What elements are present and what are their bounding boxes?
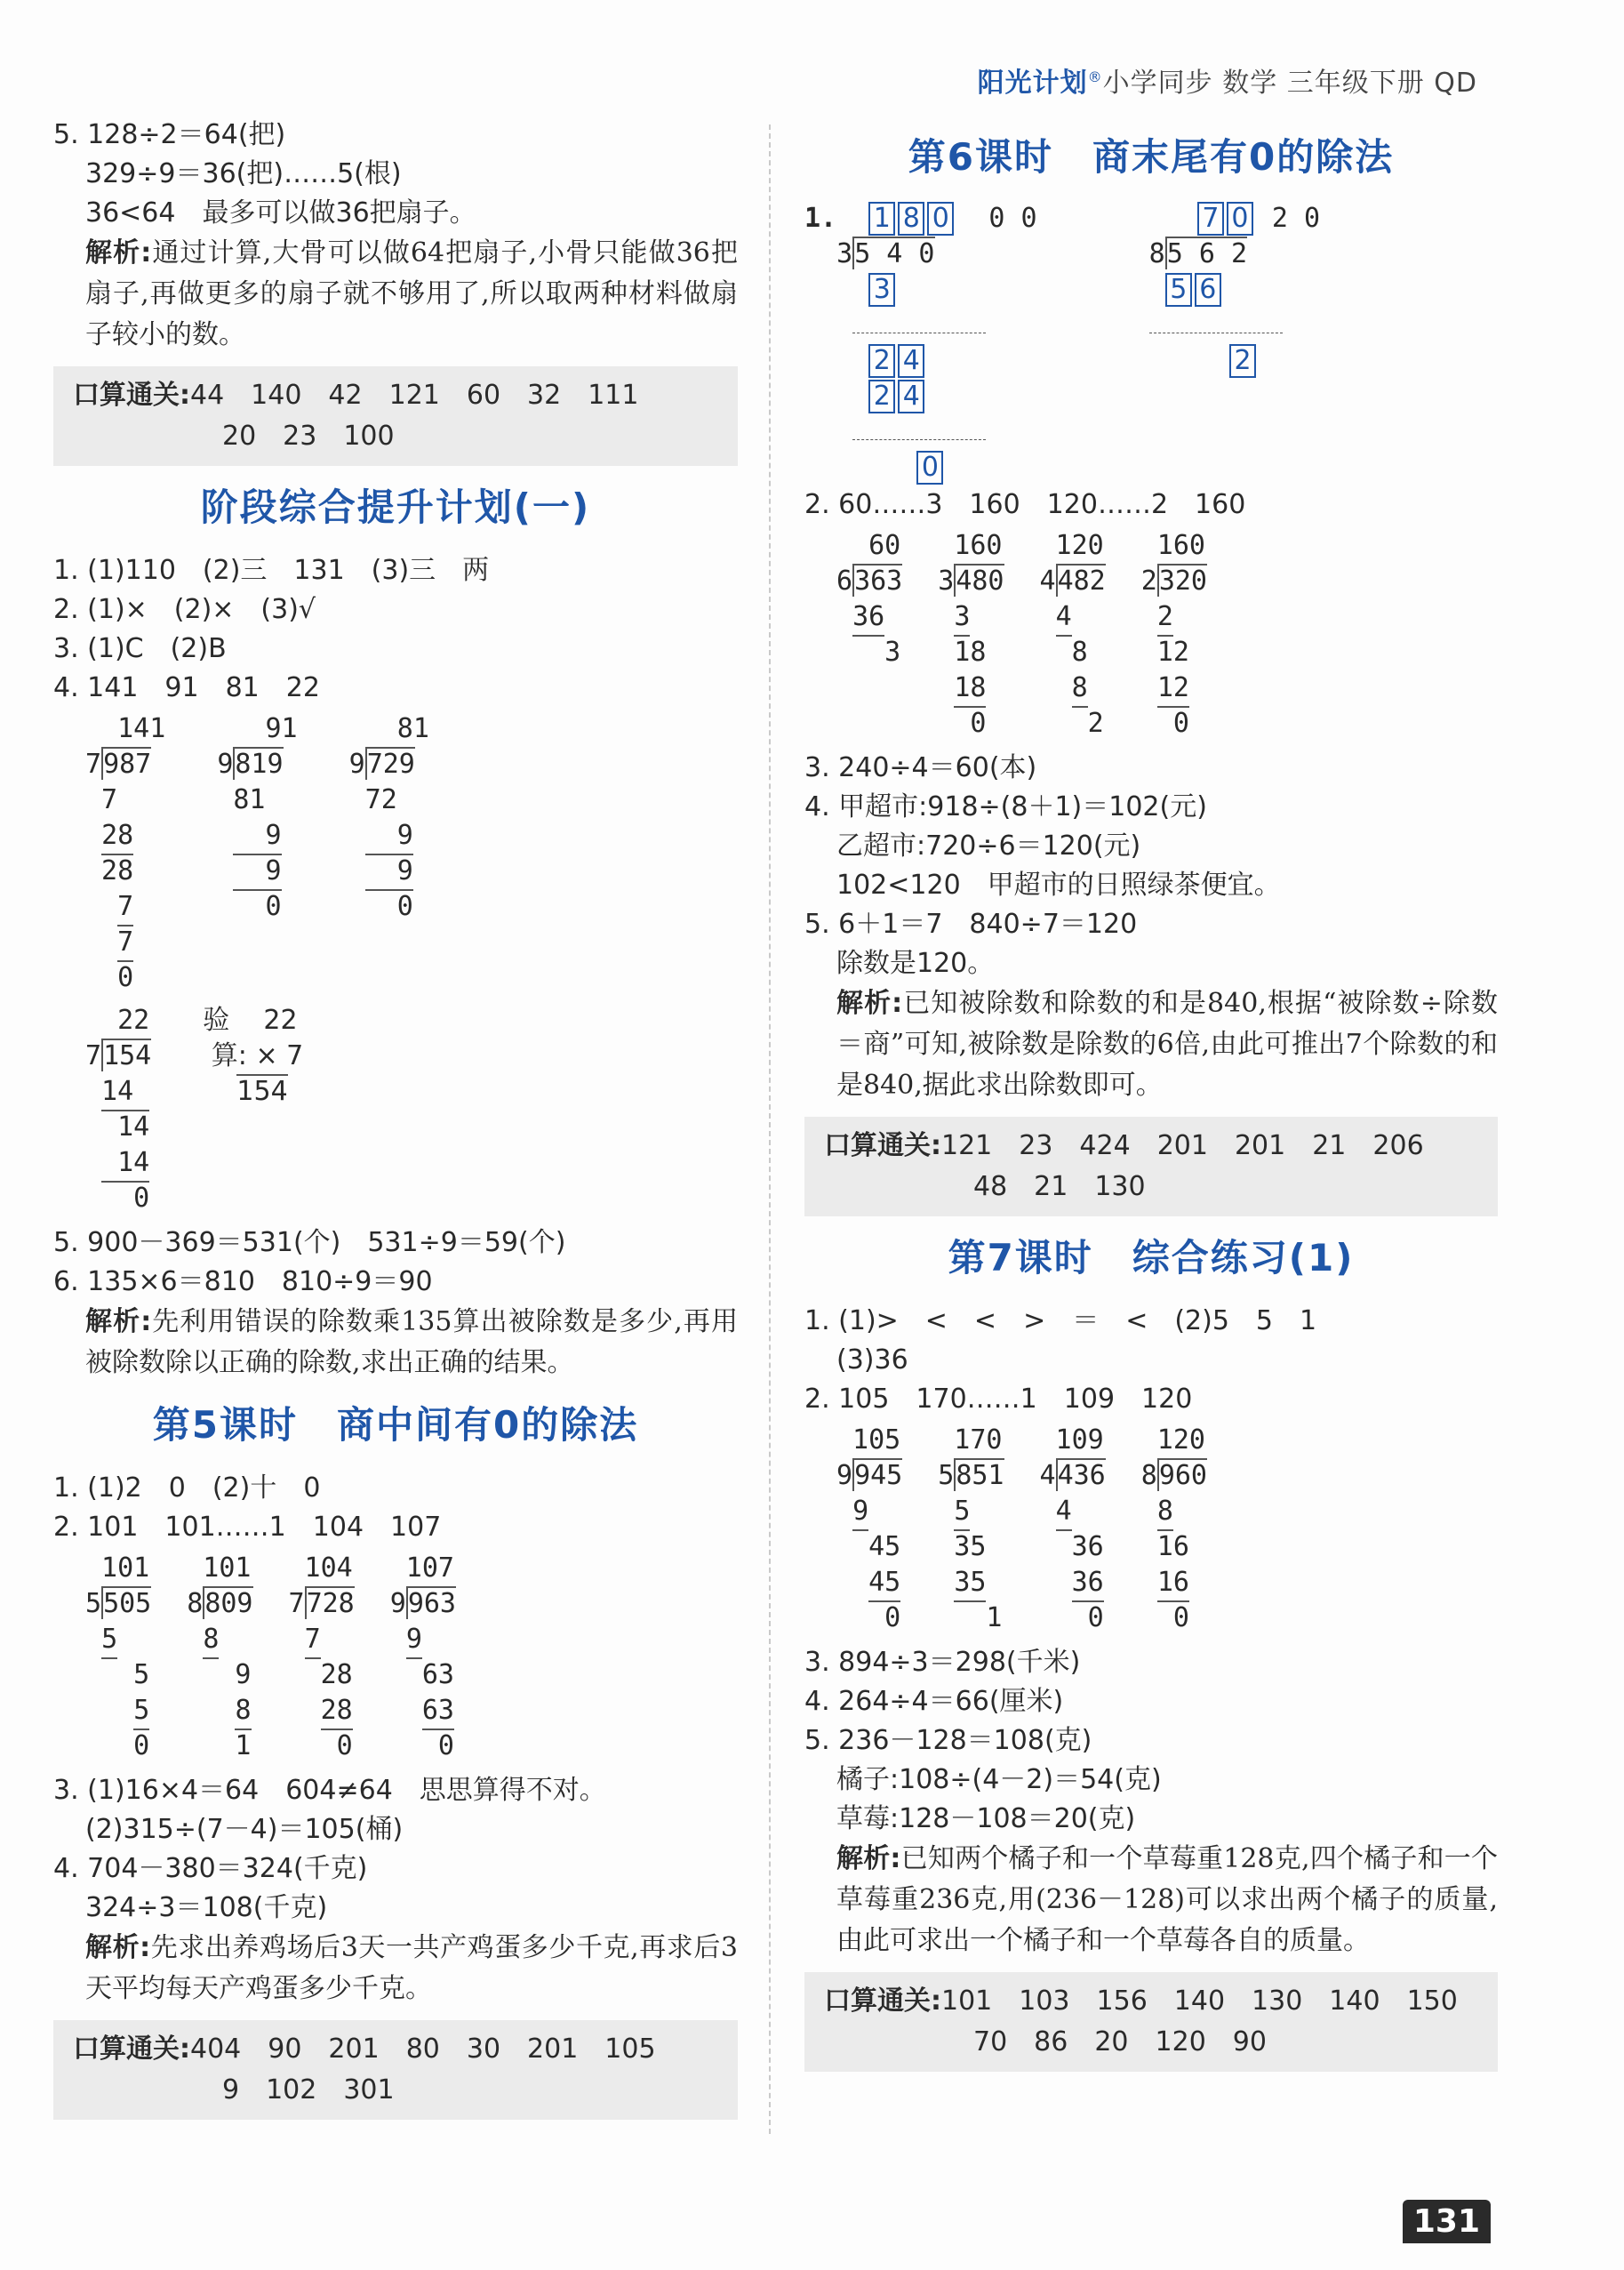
analysis: 解析:先求出养鸡场后3天一共产鸡蛋多少千克,再求后3天平均每天产鸡蛋多少千克。 (85, 1932, 738, 2004)
section-title: 第6课时 商末尾有0的除法 (908, 135, 1395, 179)
long-divisions: 101 5505 5 5 5 0 101 8809 8 9 8 1 104 7728 7 28 28 0 107 9963 9 63 63 0 (85, 1552, 456, 1761)
page-header: 阳光计划®小学同步 数学 三年级下册 QD (977, 68, 1477, 99)
section-title: 第7课时 综合练习(1) (948, 1236, 1355, 1279)
analysis: 解析:通过计算,大骨可以做64把扇子,小骨只能做36把扇子,再做更多的扇子就不够用了,所以取两种材料做扇子较小的数。 (85, 237, 739, 350)
mental-math-box: 口算通关:44 140 42 121 60 32 111 20 23 100 (53, 366, 738, 466)
brand: 阳光计划 (977, 68, 1088, 99)
column-divider (769, 124, 771, 2134)
analysis: 解析:先利用错误的除数乘135算出被除数是多少,再用被除数除以正确的除数,求出正确的结果。 (85, 1306, 739, 1378)
long-divisions (53, 711, 738, 996)
section-title: 第5课时 商中间有0的除法 (152, 1403, 639, 1447)
long-division: 22 7154 14 14 14 0 (85, 1005, 152, 1214)
mental-math-box: 口算通关:404 90 201 80 30 201 105 9 102 301 (53, 2020, 738, 2120)
section-title: 阶段综合提升计划(一) (200, 485, 591, 529)
mental-math-box: 口算通关:101 103 156 140 130 140 150 70 86 20 120 90 (804, 1972, 1498, 2072)
analysis: 解析:已知两个橘子和一个草莓重128克,四个橘子和一个草莓重236克,用(236－128)可以求出两个橘子的质量,由此可求出一个橘子和一个草莓各自的质量。 (836, 1843, 1499, 1956)
long-divisions (53, 1003, 738, 1216)
long-division: 141 7987 7 28 28 7 7 0 (85, 713, 166, 993)
box-divisions: 1. 1 8 0 0 0 35 4 0 3 2 4 2 4 0 7 0 2 0 85 6 2 5 6 2 (804, 203, 1321, 483)
analysis: 解析:已知被除数和除数的和是840,根据“被除数÷除数＝商”可知,被除数是除数的6倍,由此可推出7个除数的和是840,据此求出除数即可。 (836, 988, 1498, 1101)
book-info: 小学同步 数学 三年级下册 QD (1102, 68, 1477, 99)
right-column: 第6课时 商末尾有0的除法 1. 1 8 0 0 0 35 4 0 3 2 4 2 4 0 7 0 2 0 85 6 2 5 6 2 2. 60……3 160 120……2 160 60 6363 36 3 160 3480 3 18 18 0 120 4482 4 8 8 2 160 2320 2 12 12 0 3. 240÷4＝60(本) 4. 甲超市:918÷(8＋1)＝102(元) 乙超市:720÷6＝120(元) 102<120 甲超市的日照绿茶便宜。 5. 6＋1＝7 840÷7＝120 除数是120。 解析:已知被除数和除数的和是840,根据“被除数÷除数＝商”可知,被除数是除数的6倍,由此可推出7个除数的和是840,据此求出除数即可。 口算通关:121 23 424 201 201 21 206 48 21 130 第7课时 综合练习(1) 1. (1)> < < > ＝ < (2)5 5 1 (3)36 2. 105 170……1 109 120 105 9945 9 45 45 0 170 5851 5 35 35 1 109 4436 4 36 36 0 120 8960 8 16 16 0 3. 894÷3＝298(千米) 4. 264÷4＝66(厘米) 5. 236－128＝108(克) 橘子:108÷(4－2)＝54(克) 草莓:128－108＝20(克) 解析:已知两个橘子和一个草莓重128克,四个橘子和一个草莓重236克,用(236－128)可以求出两个橘子的质量,由此可求出一个橘子和一个草莓各自的质量。 口算通关:101 103 156 140 130 140 150 70 86 20 120 90 (804, 116, 1498, 2081)
left-column: 5. 128÷2＝64(把) 329÷9＝36(把)……5(根) 36<64 最多可以做36把扇子。 解析:通过计算,大骨可以做64把扇子,小骨只能做36把扇子,再做更多的扇子就不够用了,所以取两种材料做扇子较小的数。 口算通关:44 140 42 121 60 32 111 20 23 100 阶段综合提升计划(一) 1. (1)110 (2)三 131 (3)三 两 2. (1)× (2)× (3)√ 3. (1)C (2)B 4. 141 91 81 22 141 7987 7 28 28 7 7 0 91 9819 81 9 9 0 81 9729 72 9 9 0 22 7154 14 14 14 0 验 22 算: × 7 154 5. 900－369＝531(个) 531÷9＝59(个) 6. 135×6＝810 810÷9＝90 解析:先利用错误的除数乘135算出被除数是多少,再用被除数除以正确的除数,求出正确的结果。 第5课时 商中间有0的除法 1. (1)2 0 (2)十 0 2. 101 101……1 104 107 101 5505 5 5 5 0 101 8809 8 9 8 1 104 7728 7 28 28 0 107 9963 9 63 63 0 3. (1)16×4＝64 604≠64 思思算得不对。 (2)315÷(7－4)＝105(桶) 4. 704－380＝324(千克) 324÷3＝108(千克) 解析:先求出养鸡场后3天一共产鸡蛋多少千克,再求后3天平均每天产鸡蛋多少千克。 口算通关:404 90 201 80 30 201 105 9 102 301 (53, 116, 738, 2129)
verification: 验 22 算: × 7 154 (203, 1005, 304, 1107)
long-division: 91 9819 81 9 9 0 (217, 713, 298, 922)
long-division: 81 9729 72 9 9 0 (348, 713, 429, 922)
long-divisions: 60 6363 36 3 160 3480 3 18 18 0 120 4482 4 8 8 2 160 2320 2 12 12 0 (836, 530, 1207, 739)
mental-math-box: 口算通关:121 23 424 201 201 21 206 48 21 130 (804, 1117, 1498, 1216)
page-number: 131 (1403, 2200, 1491, 2243)
long-divisions: 105 9945 9 45 45 0 170 5851 5 35 35 1 109 4436 4 36 36 0 120 8960 8 16 16 0 (836, 1424, 1207, 1633)
